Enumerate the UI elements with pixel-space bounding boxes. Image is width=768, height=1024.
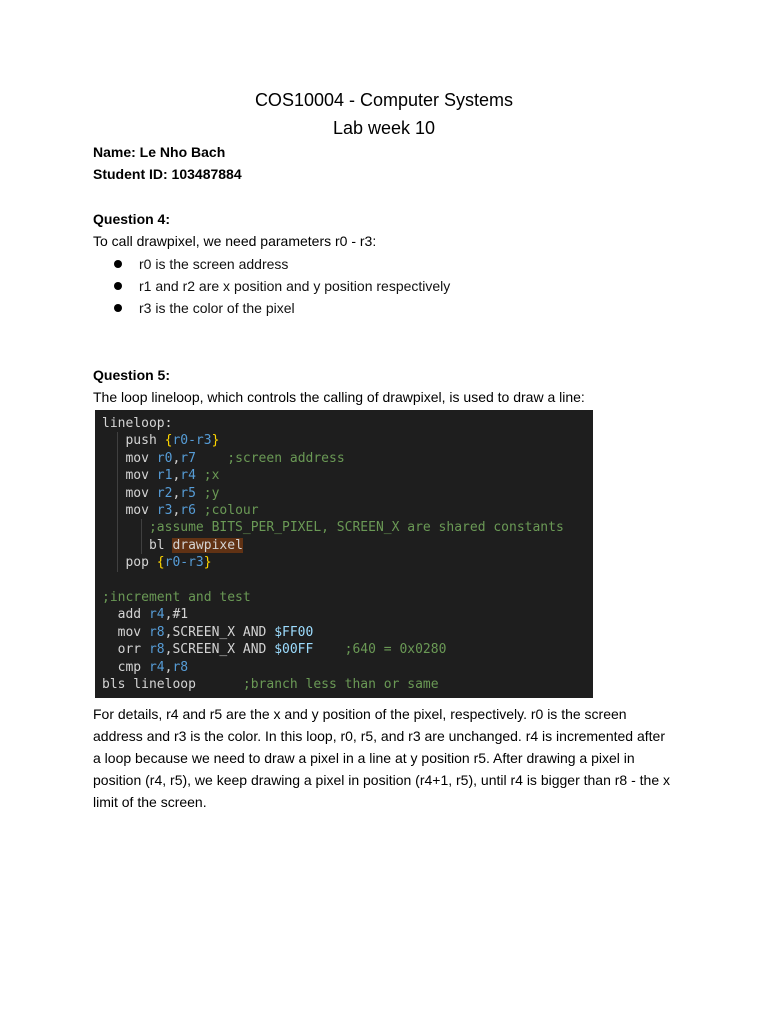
question-5-heading: Question 5: xyxy=(93,367,171,383)
student-name: Name: Le Nho Bach xyxy=(93,144,226,160)
question-5-intro: The loop lineloop, which controls the calling of drawpixel, is used to draw a line: xyxy=(93,389,585,405)
code-line: bl drawpixel xyxy=(102,537,243,553)
code-line: mov r1,r4 ;x xyxy=(102,468,220,484)
code-line: ;increment and test xyxy=(102,590,251,605)
code-line: lineloop: xyxy=(102,416,173,431)
bullet-dot-icon xyxy=(114,282,122,290)
bullet-dot-icon xyxy=(114,304,122,312)
code-line: mov r2,r5 ;y xyxy=(102,485,220,501)
code-line: mov r3,r6 ;colour xyxy=(102,503,259,518)
bullet-text: r1 and r2 are x position and y position respectively xyxy=(139,278,451,294)
code-line: ;assume BITS_PER_PIXEL, SCREEN_X are shared constants xyxy=(148,520,564,536)
code-line: cmp r4,r8 xyxy=(102,659,189,675)
bullet-dot-icon xyxy=(114,260,122,268)
code-line: push {r0-r3} xyxy=(102,433,220,449)
question-4-intro: To call drawpixel, we need parameters r0 - r3: xyxy=(93,233,377,249)
question-5-explanation: For details, r4 and r5 are the x and y position of the pixel, respectively. r0 is the screen address and r3 is the color. In this loop, r0, r5, and r3 are unchanged. r4 is incremented after a loop because we need to draw a pixel in a line at y position r5. After drawing a pixel in position (r4, r5), we keep drawing a pixel in position (r4+1, r5), until r4 is bigger than r8 - the x limit of the screen. xyxy=(93,706,671,810)
question-4-heading: Question 4: xyxy=(93,211,171,227)
code-line: orr r8,SCREEN_X AND $00FF ;640 = 0x0280 xyxy=(102,642,447,658)
code-line: mov r0,r7 ;screen address xyxy=(102,450,345,466)
course-title: COS10004 - Computer Systems xyxy=(254,90,514,110)
bullet-text: r3 is the color of the pixel xyxy=(139,300,295,316)
code-line: add r4,#1 xyxy=(102,607,189,623)
code-line: mov r8,SCREEN_X AND $FF00 xyxy=(102,624,314,640)
student-id: Student ID: 103487884 xyxy=(93,166,242,182)
bullet-text: r0 is the screen address xyxy=(139,256,289,272)
code-line: pop {r0-r3} xyxy=(102,555,212,571)
code-line: bls lineloop ;branch less than or same xyxy=(102,677,439,692)
code-block xyxy=(95,410,593,698)
lab-title: Lab week 10 xyxy=(332,118,436,138)
